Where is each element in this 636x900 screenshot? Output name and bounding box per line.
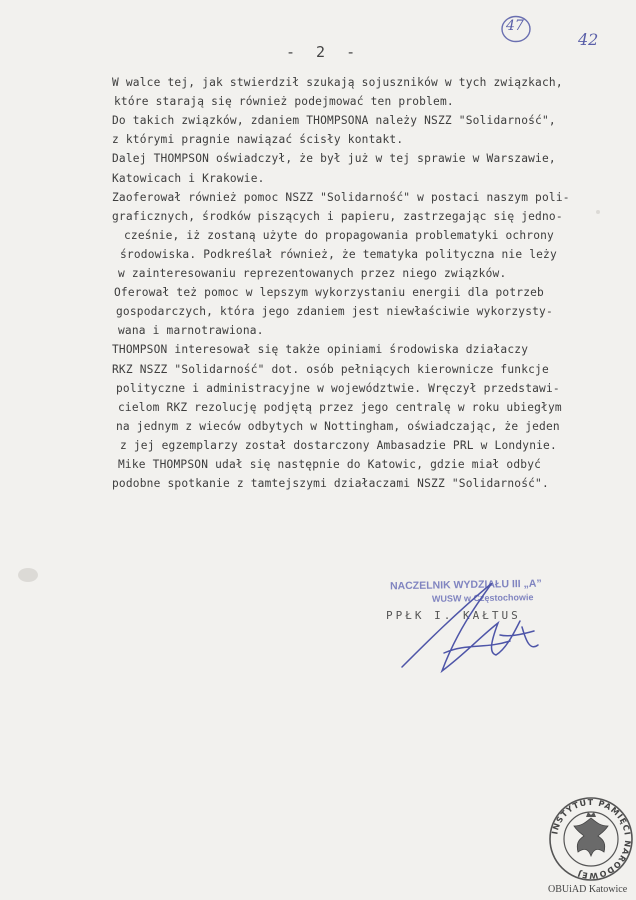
body-line: Do takich związków, zdaniem THOMPSONA należy NSZZ "Solidarność", — [112, 114, 556, 128]
signature-block — [380, 575, 580, 685]
body-line: RKZ NSZZ "Solidarność" dot. osób pełniących kierownicze funkcje — [112, 362, 549, 376]
seal-text: INSTYTUT PAMIĘCI NARODOWEJ — [550, 797, 633, 881]
office-stamp-subtitle: WUSW w Częstochowie — [431, 592, 534, 604]
body-line: Dalej THOMPSON oświadczył, że był już w tej sprawie w Warszawie, — [112, 152, 556, 166]
body-line: które starają się również podejmować ten problem. — [114, 95, 454, 109]
body-line: z którymi pragnie nawiązać ścisły kontakt. — [112, 133, 404, 147]
body-line: Zaoferował również pomoc NSZZ "Solidarność" w postaci naszym poli- — [112, 190, 570, 204]
circled-number-text: 47 — [506, 18, 524, 34]
body-line: w zainteresowaniu reprezentowanych przez niego związków. — [118, 267, 507, 280]
archive-label: OBUiAD Katowice — [548, 884, 628, 895]
body-line: środowiska. Podkreślał również, że tematyka polityczna nie leży — [120, 247, 557, 261]
page-number: - 2 - — [286, 43, 362, 61]
body-line: wana i marnotrawiona. — [118, 324, 264, 338]
body-line: Katowicach i Krakowie. — [112, 171, 265, 185]
typed-signatory: PPŁK I. KAŁTUS — [386, 609, 521, 622]
body-line: Oferował też pomoc w lepszym wykorzystaniu energii dla potrzeb — [114, 286, 544, 300]
circled-archive-number — [500, 14, 532, 44]
body-line: cielom RKZ rezolucję podjętą przez jego centralę w roku ubiegłym — [118, 400, 562, 414]
paper-spot — [596, 210, 600, 214]
paper-spot — [18, 568, 38, 582]
body-line: cześnie, iż zostaną użyte do propagowania problematyki ochrony — [124, 228, 554, 242]
body-line: W walce tej, jak stwierdził szukają sojuszników w tych związkach, — [112, 76, 563, 89]
body-line: THOMPSON interesował się także opiniami środowiska działaczy — [112, 343, 529, 357]
corner-page-number: 42 — [578, 30, 599, 49]
body-line: graficznych, środków piszących i papieru, zastrzegając się jedno- — [112, 209, 563, 223]
office-stamp-title: NACZELNIK WYDZIAŁU III „A” — [389, 577, 542, 593]
body-line: gospodarczych, która jego zdaniem jest niewłaściwie wykorzysty- — [116, 305, 553, 319]
handwritten-signature — [396, 583, 556, 683]
body-line: Mike THOMPSON udał się następnie do Katowic, gdzie miał odbyć — [118, 458, 542, 471]
body-line: na jednym z wieców odbytych w Nottingham, oświadczając, że jeden — [116, 419, 560, 433]
body-line: z jej egzemplarzy został dostarczony Ambasadzie PRL w Londynie. — [120, 438, 557, 452]
body-line: podobne spotkanie z tamtejszymi działaczami NSZZ "Solidarność". — [112, 477, 549, 491]
ipn-archive-seal — [548, 796, 634, 882]
body-line: polityczne i administracyjne w województwie. Wręczył przedstawi- — [116, 381, 560, 395]
